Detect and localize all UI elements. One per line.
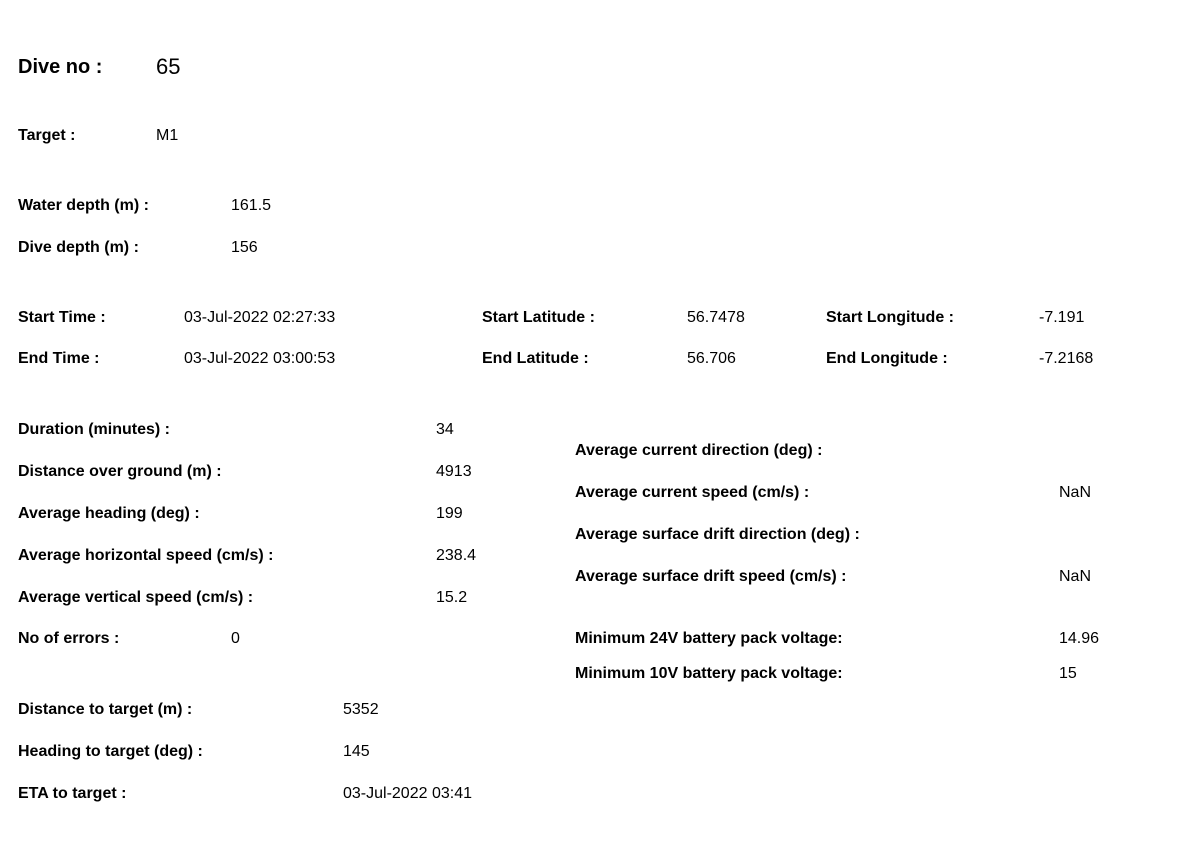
target-value: M1 (156, 127, 179, 144)
start-time-label: Start Time : (18, 309, 106, 326)
start-latitude-value: 56.7478 (687, 309, 745, 326)
distance-over-ground-label: Distance over ground (m) : (18, 463, 222, 480)
average-current-direction-label: Average current direction (deg) : (575, 442, 823, 459)
duration-value: 34 (436, 421, 454, 438)
end-latitude-value: 56.706 (687, 350, 736, 367)
start-longitude-label: Start Longitude : (826, 309, 954, 326)
average-current-speed-value: NaN (1059, 484, 1092, 501)
errors-label: No of errors : (18, 630, 120, 647)
average-surface-drift-speed-label: Average surface drift speed (cm/s) : (575, 568, 847, 585)
average-heading-value: 199 (436, 505, 463, 522)
average-surface-drift-speed-value: NaN (1059, 568, 1092, 585)
start-time-value: 03-Jul-2022 02:27:33 (184, 309, 336, 326)
start-latitude-label: Start Latitude : (482, 309, 595, 326)
min-24v-battery-label: Minimum 24V battery pack voltage: (575, 630, 843, 647)
average-vertical-speed-label: Average vertical speed (cm/s) : (18, 589, 254, 606)
average-current-speed-label: Average current speed (cm/s) : (575, 484, 810, 501)
min-10v-battery-label: Minimum 10V battery pack voltage: (575, 665, 843, 682)
dive-depth-value: 156 (231, 239, 258, 256)
dive-depth-label: Dive depth (m) : (18, 239, 139, 256)
average-horizontal-speed-value: 238.4 (436, 547, 477, 564)
average-surface-drift-direction-label: Average surface drift direction (deg) : (575, 526, 860, 543)
distance-to-target-label: Distance to target (m) : (18, 701, 193, 718)
dive-no-value: 65 (156, 54, 181, 79)
distance-over-ground-value: 4913 (436, 463, 472, 480)
water-depth-value: 161.5 (231, 197, 272, 214)
duration-label: Duration (minutes) : (18, 421, 170, 438)
average-heading-label: Average heading (deg) : (18, 505, 200, 522)
min-10v-battery-value: 15 (1059, 665, 1077, 682)
eta-to-target-value: 03-Jul-2022 03:41 (343, 785, 472, 802)
end-latitude-label: End Latitude : (482, 350, 589, 367)
eta-to-target-label: ETA to target : (18, 785, 127, 802)
dive-no-label: Dive no : (18, 56, 103, 78)
heading-to-target-value: 145 (343, 743, 370, 760)
errors-value: 0 (231, 630, 240, 647)
start-longitude-value: -7.191 (1039, 309, 1085, 326)
average-horizontal-speed-label: Average horizontal speed (cm/s) : (18, 547, 274, 564)
min-24v-battery-value: 14.96 (1059, 630, 1100, 647)
heading-to-target-label: Heading to target (deg) : (18, 743, 203, 760)
end-longitude-value: -7.2168 (1039, 350, 1094, 367)
distance-to-target-value: 5352 (343, 701, 379, 718)
end-longitude-label: End Longitude : (826, 350, 948, 367)
end-time-label: End Time : (18, 350, 100, 367)
average-vertical-speed-value: 15.2 (436, 589, 468, 606)
water-depth-label: Water depth (m) : (18, 197, 149, 214)
end-time-value: 03-Jul-2022 03:00:53 (184, 350, 336, 367)
target-label: Target : (18, 127, 76, 144)
